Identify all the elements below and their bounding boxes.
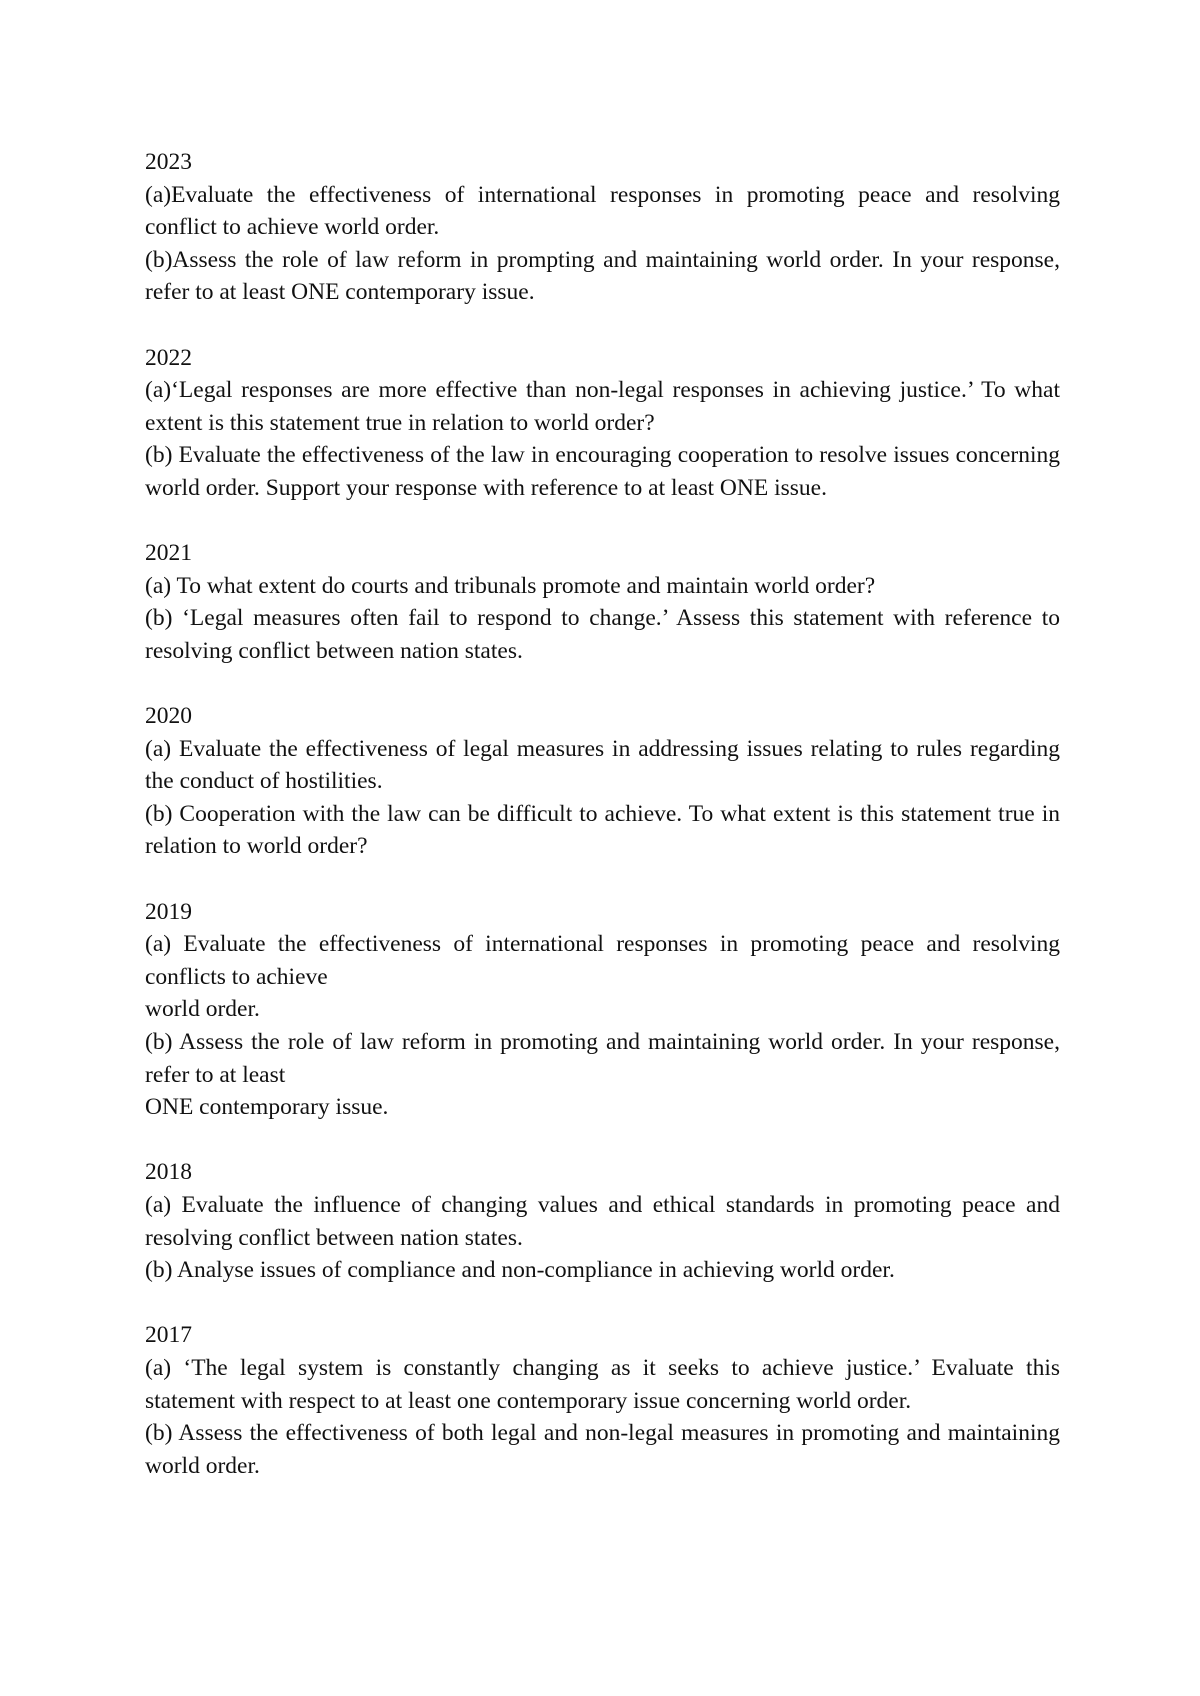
- section-2019: [145, 896, 1060, 1124]
- question-b: (b) Cooperation with the law can be difficult to achieve. To what extent is this statement true in relation to world order?: [145, 800, 1060, 860]
- question-a-continued: world order.: [145, 996, 260, 1023]
- section-2021: [145, 537, 1060, 667]
- section-2022: [145, 342, 1060, 505]
- question-a: (a) Evaluate the effectiveness of legal measures in addressing issues relating to rules regarding the conduct of hostilities.: [145, 735, 1060, 795]
- section-year: 2017: [145, 1322, 192, 1349]
- question-b-continued: ONE contemporary issue.: [145, 1094, 389, 1121]
- section-year: 2019: [145, 898, 192, 925]
- question-a: (a)Evaluate the effectiveness of international responses in promoting peace and resolving conflict to achieve world order.: [145, 181, 1060, 241]
- question-b: (b) Analyse issues of compliance and non-compliance in achieving world order.: [145, 1257, 895, 1284]
- question-a: (a)‘Legal responses are more effective than non-legal responses in achieving justice.’ To what extent is this statement true in relation to world order?: [145, 377, 1060, 436]
- question-a: (a) Evaluate the effectiveness of international responses in promoting peace and resolving conflicts to achieve: [145, 931, 1060, 990]
- question-b: (b)Assess the role of law reform in prompting and maintaining world order. In your response, refer to at least ONE contemporary issue.: [145, 246, 1060, 306]
- question-b: (b) Assess the effectiveness of both legal and non-legal measures in promoting and maintaining world order.: [145, 1420, 1060, 1479]
- section-2018: [145, 1156, 1060, 1286]
- section-2017: [145, 1319, 1060, 1482]
- section-year: 2023: [145, 149, 192, 175]
- question-b: (b) Evaluate the effectiveness of the law in encouraging cooperation to resolve issues concerning world order. Support your response with reference to at least ONE issue.: [145, 442, 1060, 501]
- question-a: (a) ‘The legal system is constantly changing as it seeks to achieve justice.’ Evaluate this statement with respect to at least one contemporary issue concerning world order.: [145, 1354, 1060, 1414]
- section-year: 2022: [145, 344, 192, 371]
- document-page: [145, 146, 1060, 1515]
- section-year: 2020: [145, 703, 192, 730]
- question-a: (a) Evaluate the influence of changing values and ethical standards in promoting peace and resolving conflict between nation states.: [145, 1192, 1060, 1251]
- section-year: 2018: [145, 1159, 192, 1186]
- question-a: (a) To what extent do courts and tribunals promote and maintain world order?: [145, 572, 876, 599]
- question-b: (b) ‘Legal measures often fail to respond to change.’ Assess this statement with reference to resolving conflict between nation states.: [145, 605, 1060, 664]
- section-2020: [145, 700, 1060, 863]
- question-b: (b) Assess the role of law reform in promoting and maintaining world order. In your response, refer to at least: [145, 1029, 1060, 1088]
- section-2023: [145, 146, 1060, 309]
- section-year: 2021: [145, 540, 192, 567]
